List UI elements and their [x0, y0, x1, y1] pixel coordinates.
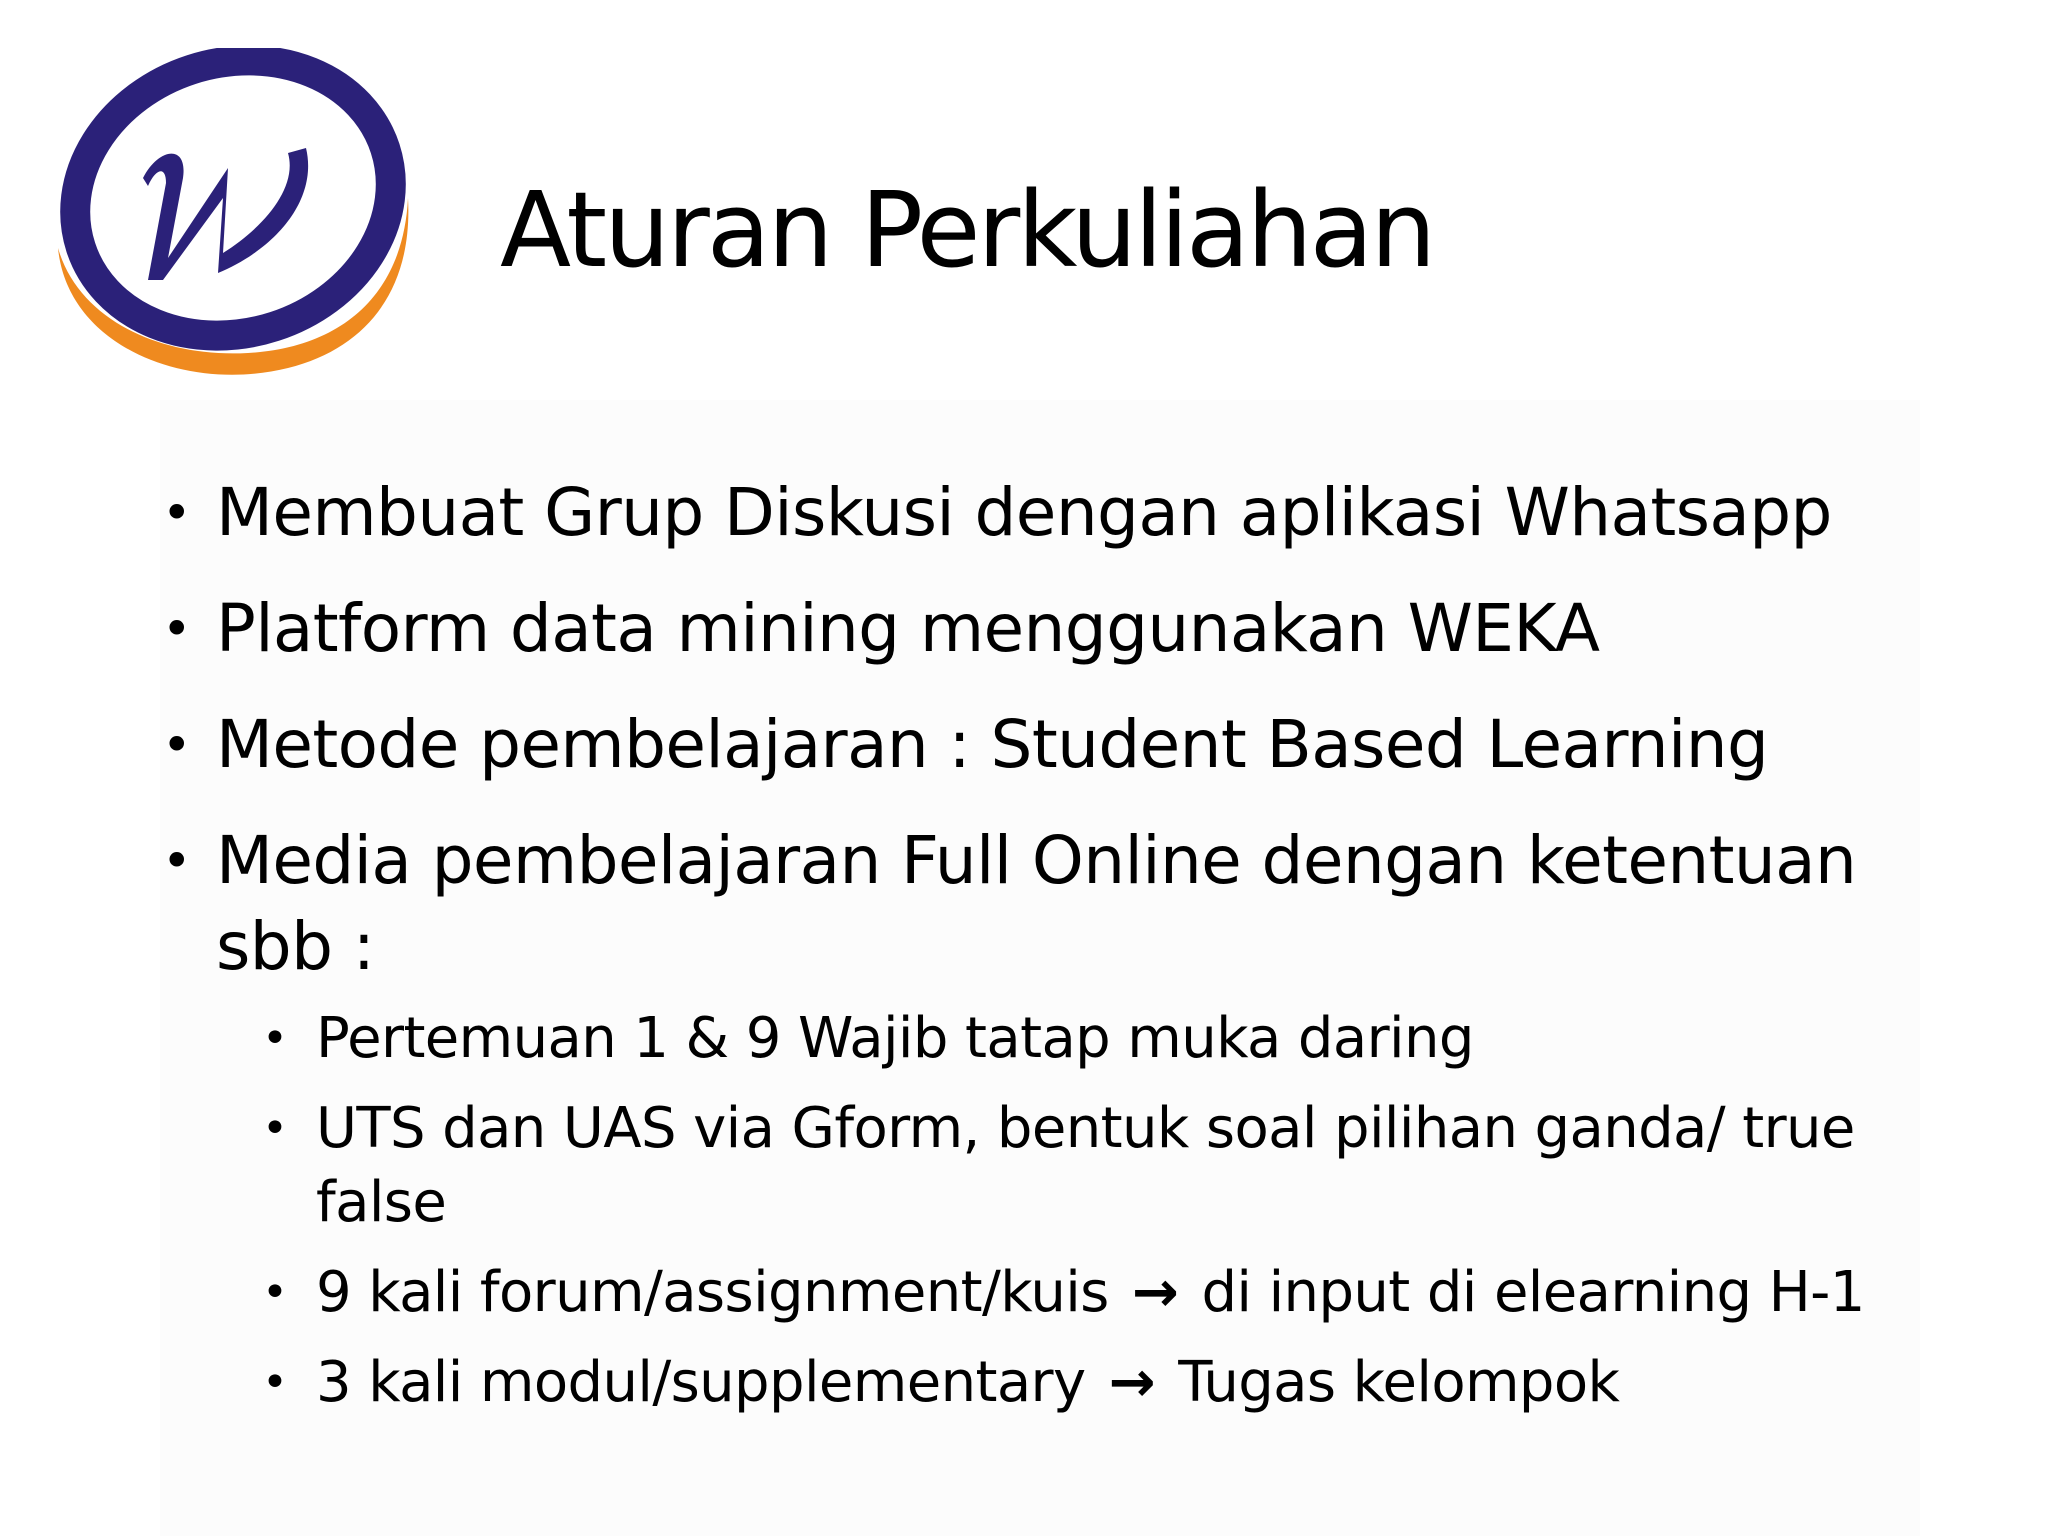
sub-bullet-text-after: di input di elearning H-1: [1201, 1260, 1865, 1325]
arrow-right-icon: →: [1108, 1350, 1156, 1415]
bullet-dot: •: [162, 600, 191, 658]
bullet-dot: •: [262, 1357, 288, 1408]
sub-bullet-text-before: 3 kali modul/supplementary: [316, 1350, 1086, 1415]
sub-bullet-text: UTS dan UAS via Gform, bentuk soal pilihan ganda/ true false: [316, 1096, 1855, 1235]
sub-bullet-item: [262, 1002, 1920, 1076]
logo-letter: [143, 148, 308, 280]
bullet-dot: •: [262, 1267, 288, 1318]
bullet-dot: •: [162, 716, 191, 774]
bullet-text: Media pembelajaran Full Online dengan ketentuan sbb :: [216, 822, 1857, 985]
slide-title: Aturan Perkuliahan: [500, 169, 1434, 291]
bullet-text: Metode pembelajaran : Student Based Learning: [216, 706, 1769, 783]
sub-bullet-text: Pertemuan 1 & 9 Wajib tatap muka daring: [316, 1006, 1474, 1071]
bullet-dot: •: [162, 484, 191, 542]
university-logo: [48, 48, 418, 388]
bullet-dot: •: [262, 1103, 288, 1154]
bullet-dot: •: [262, 1013, 288, 1064]
bullet-list: [160, 470, 1920, 1450]
bullet-item: [160, 702, 1920, 788]
sub-bullet-text-after: Tugas kelompok: [1178, 1350, 1620, 1415]
sub-bullet-item: [262, 1092, 1920, 1240]
sub-bullet-text-before: 9 kali forum/assignment/kuis: [316, 1260, 1109, 1325]
bullet-dot: •: [162, 832, 191, 890]
sub-bullet-list: [216, 1002, 1920, 1420]
arrow-right-icon: →: [1131, 1260, 1179, 1325]
sub-bullet-item: [262, 1256, 1920, 1330]
bullet-item: [160, 470, 1920, 556]
bullet-item: [160, 586, 1920, 672]
bullet-text: Membuat Grup Diskusi dengan aplikasi Whatsapp: [216, 474, 1832, 551]
bullet-text: Platform data mining menggunakan WEKA: [216, 590, 1600, 667]
bullet-item: [160, 818, 1920, 1420]
sub-bullet-item: [262, 1346, 1920, 1420]
